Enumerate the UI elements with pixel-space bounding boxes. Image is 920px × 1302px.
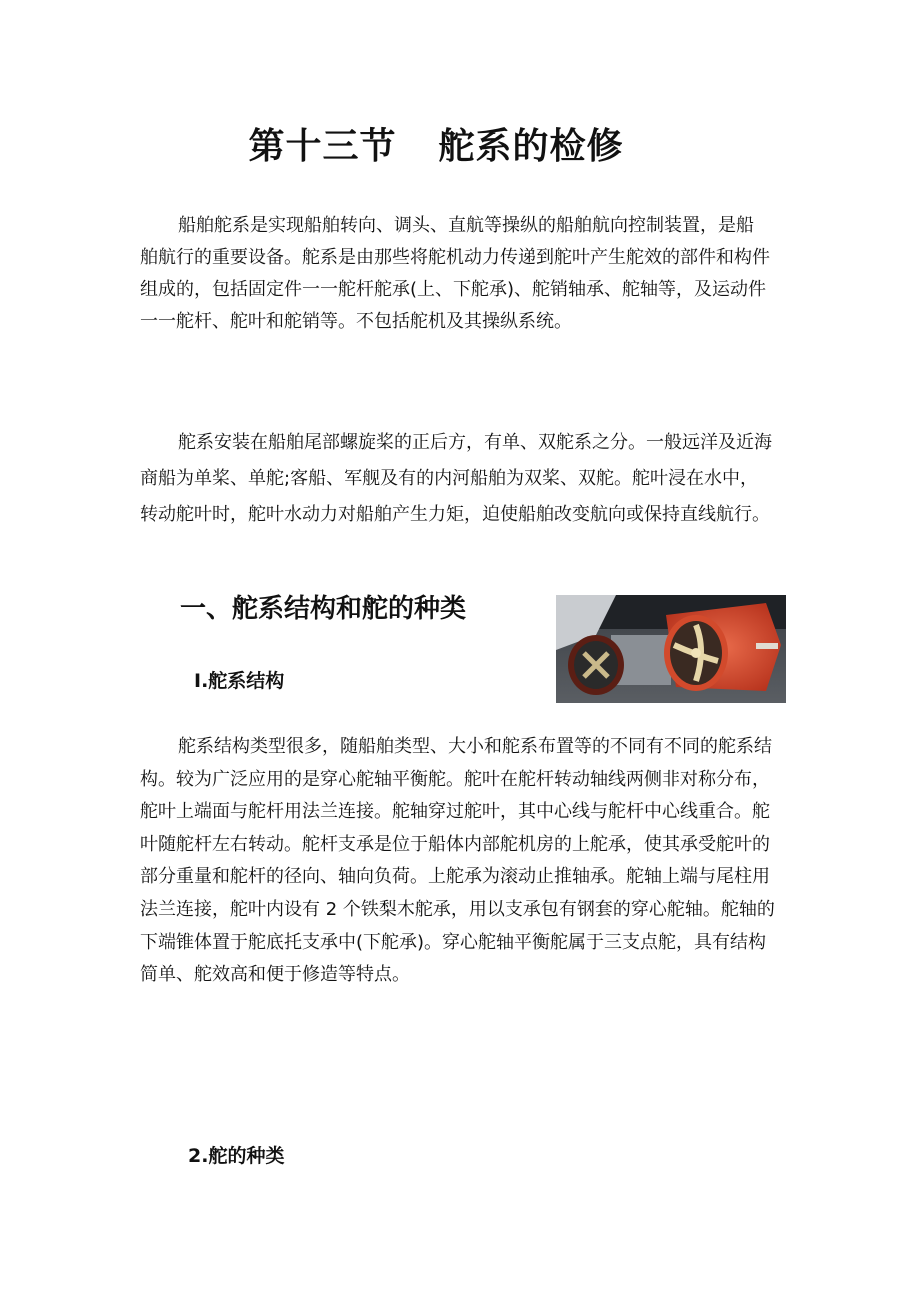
structure-paragraph xyxy=(140,731,790,992)
paragraph-line: 组成的，包括固定件一一舵杆舵承(上、下舵承)、舵销轴承、舵轴等，及运动件 xyxy=(140,279,767,300)
paragraph-line: 构。较为广泛应用的是穿心舵轴平衡舵。舵叶在舵杆转动轴线两侧非对称分布， xyxy=(140,768,770,790)
paragraph-line: 一一舵杆、舵叶和舵销等。不包括舵机及其操纵系统。 xyxy=(140,311,572,332)
section-heading: 一、舵系结构和舵的种类 xyxy=(180,594,467,624)
paragraph-line: 部分重量和舵杆的径向、轴向负荷。上舵承为滚动止推轴承。舵轴上端与尾柱用 xyxy=(140,866,770,888)
title-section-number: 第十三节 xyxy=(248,126,397,167)
paragraph-line: 船舶舵系是实现船舶转向、调头、直航等操纵的船舶航向控制装置，是船 xyxy=(178,215,754,236)
paragraph-line: 舵叶上端面与舵杆用法兰连接。舵轴穿过舵叶，其中心线与舵杆中心线重合。舵 xyxy=(140,801,770,823)
paragraph-line: 舵系安装在船舶尾部螺旋桨的正后方，有单、双舵系之分。一般远洋及近海 xyxy=(178,432,772,453)
title-topic: 舵系的检修 xyxy=(438,126,624,167)
paragraph-line: 转动舵叶时，舵叶水动力对船舶产生力矩，迫使船舶改变航向或保持直线航行。 xyxy=(140,504,770,525)
intro-paragraph xyxy=(140,210,790,338)
paragraph-line: 舶航行的重要设备。舵系是由那些将舵机动力传递到舵叶产生舵效的部件和构件 xyxy=(140,247,770,268)
page-title xyxy=(0,118,872,169)
paragraph-line: 舵系结构类型很多，随船舶类型、大小和舵系布置等的不同有不同的舵系结 xyxy=(178,736,772,757)
paragraph-line: 商船为单桨、单舵;客船、军舰及有的内河船舶为双桨、双舵。舵叶浸在水中， xyxy=(140,468,759,489)
subsection-heading: I.舵系结构 xyxy=(194,670,285,692)
subsection-heading: 2.舵的种类 xyxy=(188,1145,285,1167)
paragraph-line: 法兰连接，舵叶内设有 2 个铁梨木舵承，用以支承包有钢套的穿心舵轴。舵轴的 xyxy=(140,898,775,920)
rudder-propeller-photo xyxy=(556,595,786,703)
paragraph-line: 简单、舵效高和便于修造等特点。 xyxy=(140,964,410,986)
installation-paragraph xyxy=(140,425,790,533)
paragraph-line: 下端锥体置于舵底托支承中(下舵承)。穿心舵轴平衡舵属于三支点舵，具有结构 xyxy=(140,931,767,953)
paragraph-line: 叶随舵杆左右转动。舵杆支承是位于船体内部舵机房的上舵承，使其承受舵叶的 xyxy=(140,833,770,855)
